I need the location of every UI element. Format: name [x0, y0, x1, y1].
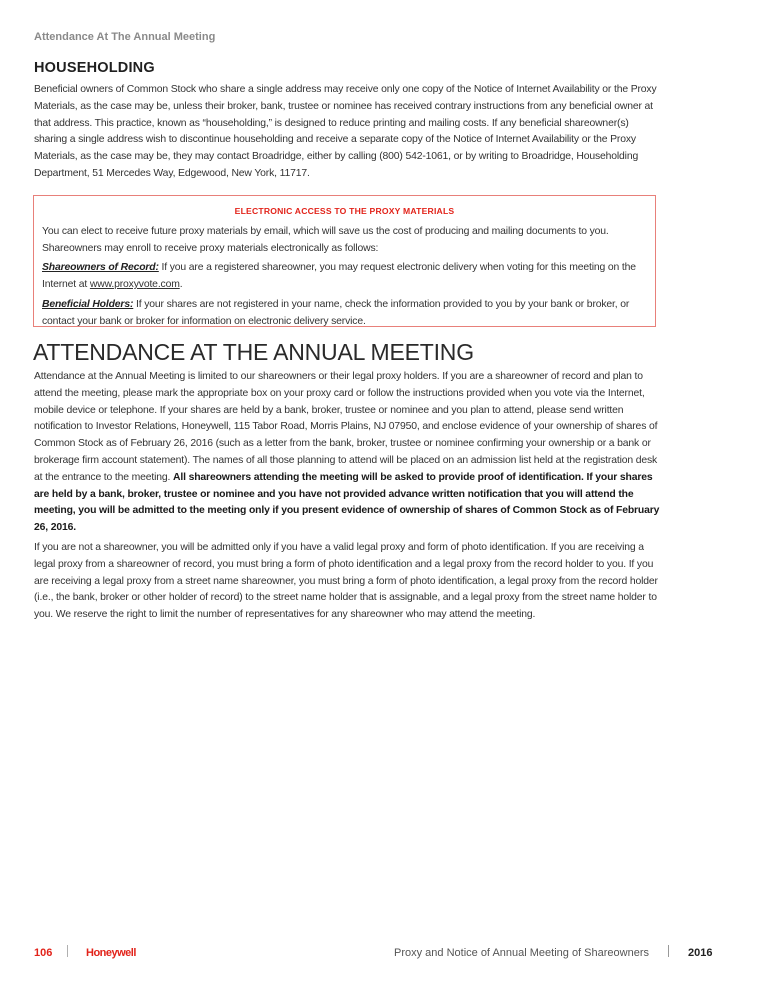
record-holders-end: .	[179, 279, 183, 291]
householding-paragraph: Beneficial owners of Common Stock who share a single address may receive only one copy of the Notice of Internet Availability or the Proxy Materials, as the case may be, unless their broker, bank, trustee or nominee has received contrary instructions from any beneficial owner at that address. This practice, known as “householding,” is designed to reduce printing and mailing costs. If any beneficial shareowner(s) sharing a single address wish to discontinue householding and receive a separate copy of the Notice of Internet Availability or the Proxy Materials, as the case may be, they may contact Broadridge, either by calling (800) 542-1061, or by writing to Broadridge, Householding Department, 51 Mercedes Way, Edgewood, New York, 11717.	[34, 84, 657, 179]
callout-record-holders	[42, 260, 647, 294]
document-year: 2016	[688, 947, 713, 959]
record-holders-label: Shareowners of Record:	[42, 262, 159, 274]
attendance-heading: ATTENDANCE AT THE ANNUAL MEETING	[33, 339, 474, 365]
callout-beneficial-holders	[42, 297, 647, 331]
document-title: Proxy and Notice of Annual Meeting of Shareowners	[394, 947, 649, 959]
page-number: 106	[34, 947, 53, 959]
householding-heading: HOUSEHOLDING	[34, 60, 155, 76]
electronic-access-callout	[33, 195, 656, 327]
record-holders-text: If you are a registered shareowner, you may request electronic delivery when voting for this meeting on the Internet at	[42, 262, 636, 291]
callout-intro: You can elect to receive future proxy materials by email, which will save us the cost of producing and mailing documents to you. Shareowners may enroll to receive proxy materials electronically as follows:	[42, 225, 609, 254]
running-header: Attendance At The Annual Meeting	[34, 31, 216, 43]
beneficial-holders-label: Beneficial Holders:	[42, 298, 134, 310]
beneficial-holders-text: If your shares are not registered in your name, check the information provided to you by your bank or broker, or contact your bank or broker for information on electronic delivery service.	[42, 298, 630, 327]
footer-divider	[67, 945, 68, 957]
honeywell-logo: Honeywell	[86, 947, 136, 959]
legal-proxy-paragraph: If you are not a shareowner, you will be admitted only if you have a valid legal proxy and form of photo identification. If you are receiving a legal proxy from a shareowner of record, you must bring a form of photo identification and a legal proxy from the record holder to you. If you are receiving a legal proxy from a street name shareowner, you must bring a form of photo identification, a legal proxy from the record holder (i.e., the bank, broker or other holder of record) to the street name holder that is assignable, and a legal proxy from the street name holder to you. We reserve the right to limit the number of representatives for any shareowner who may attend the meeting.	[34, 542, 658, 621]
attendance-bold-text: All shareowners attending the meeting will be asked to provide proof of identification. If your shares are held by a bank, broker, trustee or nominee and you have not provided advance written notification that you will attend the meeting, you will be admitted to the meeting only if you present evidence of ownership of shares of Common Stock as of February 26, 2016.	[34, 471, 660, 534]
attendance-paragraph	[34, 369, 664, 537]
callout-title: ELECTRONIC ACCESS TO THE PROXY MATERIALS	[234, 206, 455, 216]
page-footer	[0, 945, 768, 965]
footer-divider	[668, 945, 669, 957]
attendance-regular-text: Attendance at the Annual Meeting is limited to our shareowners or their legal proxy holders. If you are a shareowner of record and plan to attend the meeting, please mark the appropriate box on your proxy card or follow the instructions provided when you vote via the Internet, mobile device or telephone. If your shares are held by a bank, broker, trustee or nominee and you plan to attend, please send written notification to Investor Relations, Honeywell, 115 Tabor Road, Morris Plains, NJ 07950, and enclose evidence of your ownership of shares of Common Stock as of February 26, 2016 (such as a letter from the bank, broker, trustee or nominee confirming your ownership or a bank or brokerage firm account statement). The names of all those planning to attend will be placed on an admission list held at the registration desk at the entrance to the meeting.	[34, 371, 658, 483]
proxyvote-link[interactable]: www.proxyvote.com	[89, 279, 180, 291]
